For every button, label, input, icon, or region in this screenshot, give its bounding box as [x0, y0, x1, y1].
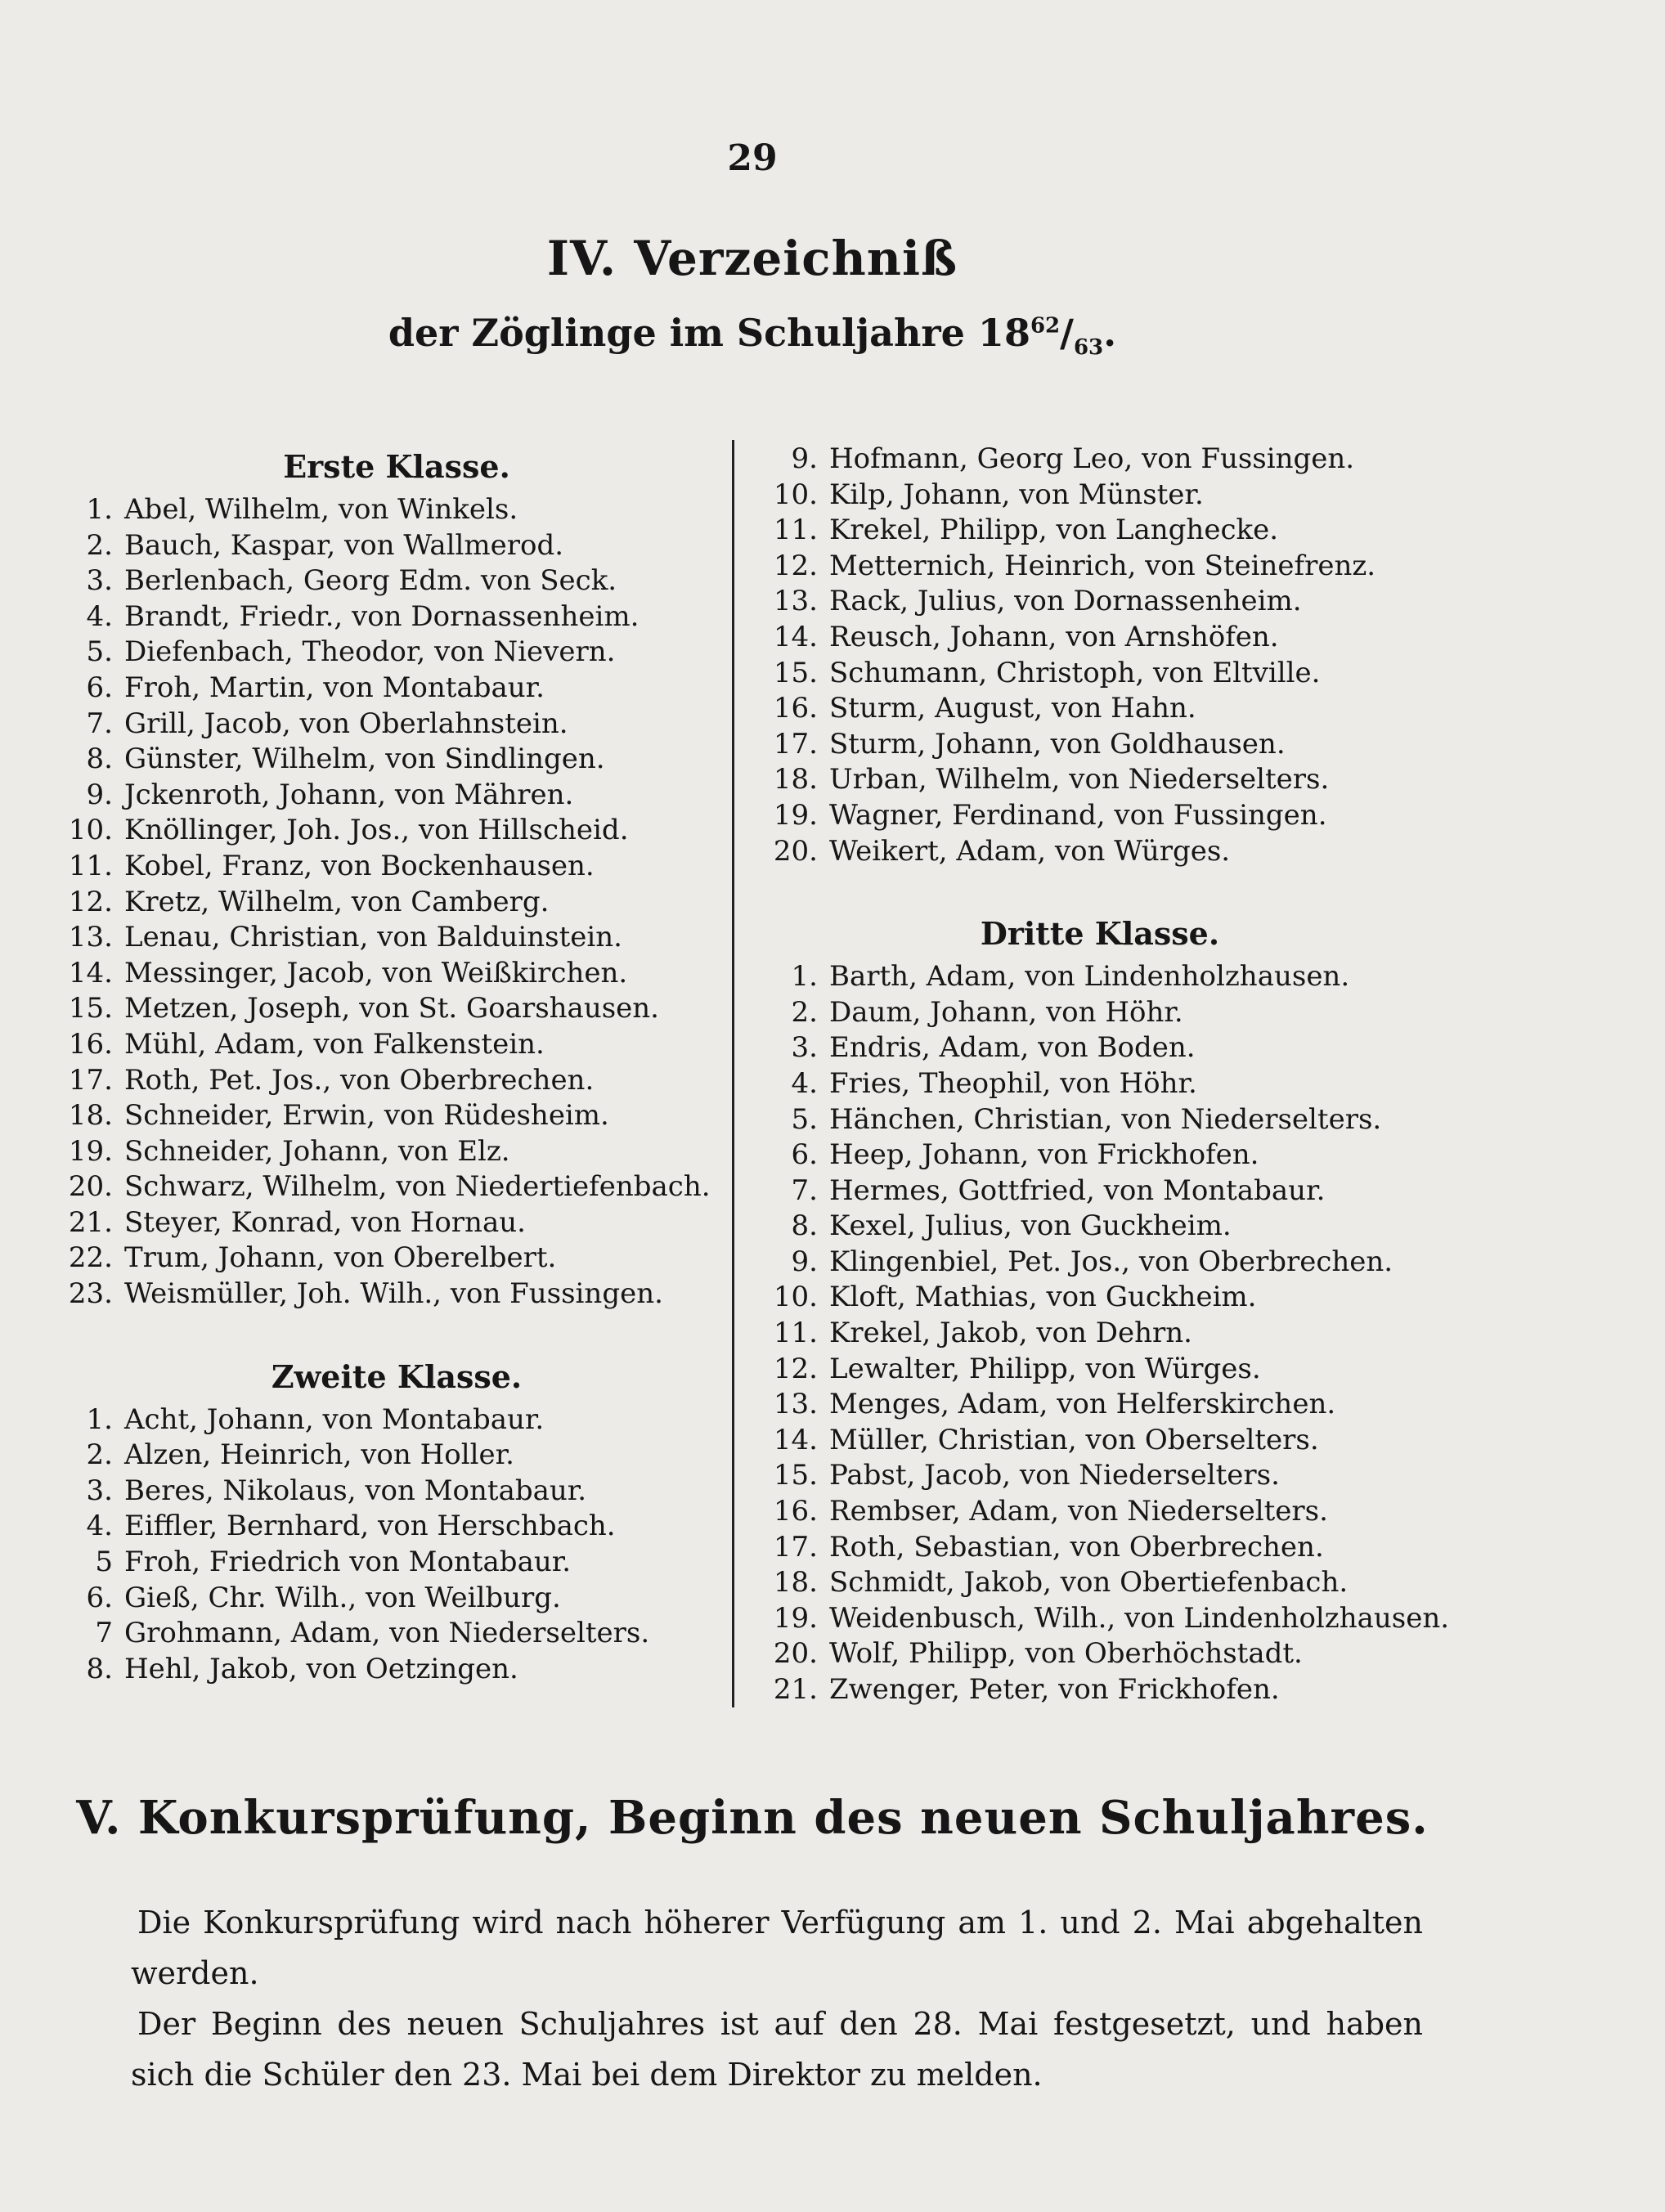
list-item: [761, 1137, 1439, 1173]
item-text: Kilp, Johann, von Münster.: [829, 478, 1204, 511]
item-text: Endris, Adam, von Boden.: [829, 1031, 1196, 1065]
list-item: [761, 1672, 1439, 1708]
item-text: Rembser, Adam, von Niederselters.: [829, 1495, 1328, 1528]
item-number: 4.: [86, 1510, 113, 1543]
item-number: 20.: [68, 1170, 113, 1204]
item-text: Froh, Martin, von Montabaur.: [124, 671, 545, 704]
item-text: Acht, Johann, von Montabaur.: [124, 1402, 545, 1436]
list-item: [57, 1509, 736, 1545]
list-item: [57, 778, 736, 814]
list-item: [761, 584, 1439, 620]
item-text: Schwarz, Wilhelm, von Niedertiefenbach.: [124, 1170, 711, 1204]
item-text: Grohmann, Adam, von Niederselters.: [124, 1617, 650, 1650]
list-item: [57, 1241, 736, 1276]
item-number: 7.: [791, 1173, 818, 1207]
item-number: 20.: [773, 834, 818, 868]
item-number: 12.: [68, 885, 113, 918]
list-item: [57, 1098, 736, 1134]
item-number: 5.: [791, 1102, 818, 1136]
subtitle-year-start: 62: [1030, 313, 1061, 339]
item-number: 4.: [86, 599, 113, 633]
list-item: [761, 1030, 1439, 1066]
item-number: 16.: [773, 1495, 818, 1528]
item-text: Hofmann, Georg Leo, von Fussingen.: [829, 442, 1355, 475]
paragraph-2: Der Beginn des neuen Schuljahres ist auf den 28. Mai festgesetzt, und haben sich die Schüler den 23. Mai bei dem Direktor zu melden.: [131, 2006, 1423, 2093]
item-number: 10.: [773, 1281, 818, 1314]
right-column: [761, 442, 1450, 1708]
item-text: Bauch, Kaspar, von Wallmerod.: [124, 528, 564, 562]
list-item: [57, 671, 736, 707]
item-number: 1.: [86, 493, 113, 526]
list-item: [761, 798, 1439, 834]
item-number: 2.: [86, 1438, 113, 1472]
item-text: Lewalter, Philipp, von Würges.: [829, 1352, 1261, 1385]
item-text: Kretz, Wilhelm, von Camberg.: [124, 885, 550, 918]
subtitle-main: der Zöglinge im Schuljahre 18: [388, 311, 1030, 355]
item-text: Diefenbach, Theodor, von Nievern.: [124, 635, 616, 669]
list-item: [761, 995, 1439, 1031]
list-item: [761, 1280, 1439, 1316]
item-number: 17.: [773, 727, 818, 761]
list-item: [761, 513, 1439, 549]
list-item: [761, 656, 1439, 692]
item-number: 7: [95, 1617, 113, 1650]
item-text: Sturm, August, von Hahn.: [829, 692, 1196, 725]
list-item: [57, 707, 736, 743]
item-text: Knöllinger, Joh. Jos., von Hillscheid.: [124, 814, 629, 847]
item-number: 18.: [773, 763, 818, 796]
list-item: [761, 1601, 1450, 1637]
item-number: 14.: [773, 620, 818, 653]
section-5-title: V. Konkursprüfung, Beginn des neuen Schuljahres.: [76, 1791, 1429, 1845]
list-item: [761, 1494, 1439, 1530]
item-text: Hehl, Jakob, von Oetzingen.: [124, 1652, 518, 1685]
list-item: [761, 959, 1439, 995]
list-item: [57, 599, 736, 635]
list-item: [761, 691, 1439, 727]
list-item: [57, 1652, 736, 1688]
list-item: [57, 920, 736, 956]
item-number: 11.: [68, 849, 113, 882]
item-text: Kobel, Franz, von Bockenhausen.: [124, 849, 595, 882]
item-text: Schumann, Christoph, von Eltville.: [829, 656, 1321, 689]
item-number: 9.: [86, 778, 113, 811]
list-item: [57, 635, 736, 671]
item-text: Daum, Johann, von Höhr.: [829, 995, 1183, 1029]
list-item: [761, 620, 1439, 656]
item-text: Günster, Wilhelm, von Sindlingen.: [124, 743, 605, 776]
zweite-klasse-list-continued: [761, 442, 1439, 869]
item-number: 7.: [86, 707, 113, 740]
list-item: [57, 1545, 736, 1581]
item-text: Klingenbiel, Pet. Jos., von Oberbrechen.: [829, 1245, 1393, 1278]
item-number: 21.: [68, 1205, 113, 1239]
item-text: Beres, Nikolaus, von Montabaur.: [124, 1474, 587, 1507]
list-item: [57, 849, 736, 885]
list-item: [761, 1565, 1439, 1601]
list-item: [761, 1530, 1439, 1566]
item-text: Fries, Theophil, von Höhr.: [829, 1066, 1197, 1100]
list-item: [761, 549, 1439, 585]
list-item: [761, 1387, 1439, 1423]
item-number: 6.: [791, 1138, 818, 1172]
item-number: 13.: [773, 585, 818, 618]
item-text: Trum, Johann, von Oberelbert.: [124, 1241, 557, 1275]
list-item: [761, 1352, 1439, 1388]
list-item: [57, 885, 736, 921]
item-number: 11.: [773, 514, 818, 547]
list-item: [57, 1438, 736, 1474]
item-number: 15.: [68, 992, 113, 1025]
item-text: Reusch, Johann, von Arnshöfen.: [829, 620, 1279, 653]
item-number: 15.: [773, 656, 818, 689]
item-number: 6.: [86, 1581, 113, 1614]
list-item: [57, 813, 736, 849]
item-text: Brandt, Friedr., von Dornassenheim.: [124, 599, 640, 633]
list-item: [57, 1205, 736, 1241]
item-number: 17.: [68, 1063, 113, 1097]
item-text: Sturm, Johann, von Goldhausen.: [829, 727, 1286, 761]
item-text: Grill, Jacob, von Oberlahnstein.: [124, 707, 568, 740]
item-number: 3.: [791, 1031, 818, 1065]
item-text: Froh, Friedrich von Montabaur.: [124, 1546, 572, 1579]
item-text: Hänchen, Christian, von Niederselters.: [829, 1102, 1382, 1136]
item-text: Wagner, Ferdinand, von Fussingen.: [829, 798, 1327, 832]
item-number: 2.: [791, 995, 818, 1029]
item-number: 17.: [773, 1530, 818, 1564]
left-column: [57, 442, 736, 1687]
list-item: [761, 762, 1439, 798]
item-text: Krekel, Jakob, von Dehrn.: [829, 1317, 1192, 1350]
item-number: 14.: [68, 956, 113, 989]
erste-klasse-list: [57, 492, 736, 1312]
item-number: 12.: [773, 1352, 818, 1385]
list-item: [761, 1458, 1439, 1494]
item-text: Weikert, Adam, von Würges.: [829, 834, 1231, 868]
item-text: Zwenger, Peter, von Frickhofen.: [829, 1673, 1280, 1706]
item-text: Menges, Adam, von Helferskirchen.: [829, 1388, 1336, 1421]
item-number: 13.: [773, 1388, 818, 1421]
item-text: Kexel, Julius, von Guckheim.: [829, 1209, 1232, 1243]
item-number: 16.: [68, 1027, 113, 1061]
item-number: 14.: [773, 1423, 818, 1456]
item-number: 5: [95, 1546, 113, 1579]
item-number: 9.: [791, 442, 818, 475]
list-item: [57, 1063, 736, 1099]
item-number: 18.: [68, 1099, 113, 1133]
item-number: 3.: [86, 564, 113, 598]
item-number: 5.: [86, 635, 113, 669]
zweite-klasse-heading: Zweite Klasse.: [271, 1357, 523, 1395]
list-item: [761, 1316, 1439, 1352]
list-item: [57, 1276, 736, 1312]
item-number: 23.: [68, 1277, 113, 1311]
list-item: [57, 742, 736, 778]
item-text: Wolf, Philipp, von Oberhöchstadt.: [829, 1637, 1303, 1671]
item-text: Gieß, Chr. Wilh., von Weilburg.: [124, 1581, 561, 1614]
item-text: Messinger, Jacob, von Weißkirchen.: [124, 956, 628, 989]
item-text: Alzen, Heinrich, von Holler.: [124, 1438, 514, 1472]
list-item: [57, 492, 736, 528]
item-number: 10.: [68, 814, 113, 847]
item-text: Abel, Wilhelm, von Winkels.: [124, 493, 518, 526]
subtitle-year-end: 63: [1073, 335, 1104, 361]
item-text: Jckenroth, Johann, von Mähren.: [124, 778, 574, 811]
list-item: [57, 991, 736, 1027]
item-number: 8.: [86, 1652, 113, 1685]
item-text: Eiffler, Bernhard, von Herschbach.: [124, 1510, 616, 1543]
list-item: [761, 727, 1439, 763]
item-text: Roth, Sebastian, von Oberbrechen.: [829, 1530, 1324, 1564]
list-item: [57, 1402, 736, 1438]
list-item: [761, 1636, 1439, 1672]
dritte-klasse-heading: Dritte Klasse.: [980, 915, 1220, 953]
item-number: 22.: [68, 1241, 113, 1275]
item-text: Schneider, Erwin, von Rüdesheim.: [124, 1099, 609, 1133]
paragraph-1: Die Konkursprüfung wird nach höherer Verfügung am 1. und 2. Mai abgehalten werden.: [131, 1905, 1423, 1991]
list-item: [57, 1581, 736, 1617]
dritte-klasse-list: [761, 959, 1450, 1707]
item-number: 11.: [773, 1317, 818, 1350]
item-text: Pabst, Jacob, von Niederselters.: [829, 1459, 1280, 1492]
item-number: 15.: [773, 1459, 818, 1492]
column-divider: [732, 440, 734, 1707]
item-text: Berlenbach, Georg Edm. von Seck.: [124, 564, 617, 598]
item-text: Metzen, Joseph, von St. Goarshausen.: [124, 992, 659, 1025]
item-text: Schneider, Johann, von Elz.: [124, 1134, 510, 1168]
item-number: 21.: [773, 1673, 818, 1706]
item-text: Schmidt, Jakob, von Obertiefenbach.: [829, 1566, 1349, 1600]
item-number: 3.: [86, 1474, 113, 1507]
list-item: [761, 478, 1439, 514]
section-5-text: [131, 1897, 1423, 2100]
item-text: Steyer, Konrad, von Hornau.: [124, 1205, 526, 1239]
section-4-title: IV. Verzeichniß: [546, 231, 958, 286]
item-number: 19.: [773, 798, 818, 832]
list-item: [761, 442, 1439, 478]
item-text: Mühl, Adam, von Falkenstein.: [124, 1027, 545, 1061]
list-item: [57, 1616, 736, 1652]
list-item: [761, 1102, 1439, 1138]
item-number: 1.: [791, 960, 818, 994]
list-item: [761, 1423, 1439, 1459]
item-number: 4.: [791, 1066, 818, 1100]
item-number: 10.: [773, 478, 818, 511]
item-number: 20.: [773, 1637, 818, 1671]
list-item: [57, 1169, 736, 1205]
item-number: 9.: [791, 1245, 818, 1278]
list-item: [57, 528, 736, 564]
item-text: Heep, Johann, von Frickhofen.: [829, 1138, 1259, 1172]
item-number: 12.: [773, 549, 818, 582]
item-text: Hermes, Gottfried, von Montabaur.: [829, 1173, 1326, 1207]
list-item: [761, 1209, 1439, 1245]
list-item: [761, 1173, 1439, 1209]
item-text: Müller, Christian, von Oberselters.: [829, 1423, 1319, 1456]
item-text: Lenau, Christian, von Balduinstein.: [124, 921, 622, 954]
item-text: Weismüller, Joh. Wilh., von Fussingen.: [124, 1277, 663, 1311]
list-item: [761, 834, 1439, 870]
item-number: 19.: [773, 1601, 818, 1635]
zweite-klasse-list: [57, 1402, 736, 1688]
item-text: Urban, Wilhelm, von Niederselters.: [829, 763, 1330, 796]
item-text: Rack, Julius, von Dornassenheim.: [829, 585, 1302, 618]
page-number: 29: [727, 137, 778, 179]
list-item: [57, 1474, 736, 1510]
erste-klasse-heading: Erste Klasse.: [283, 448, 510, 485]
list-item: [57, 1027, 736, 1063]
item-number: 2.: [86, 528, 113, 562]
section-4-subtitle: der Zöglinge im Schuljahre $18^{62}/_{63}$.: [388, 311, 1117, 361]
list-item: [57, 563, 736, 599]
item-number: 8.: [791, 1209, 818, 1243]
list-item: [761, 1066, 1439, 1102]
item-number: 6.: [86, 671, 113, 704]
item-number: 1.: [86, 1402, 113, 1436]
item-number: 16.: [773, 692, 818, 725]
item-text: Roth, Pet. Jos., von Oberbrechen.: [124, 1063, 595, 1097]
item-number: 19.: [68, 1134, 113, 1168]
item-number: 13.: [68, 921, 113, 954]
list-item: [761, 1245, 1439, 1281]
item-text: Kloft, Mathias, von Guckheim.: [829, 1281, 1257, 1314]
list-item: [57, 956, 736, 992]
item-text: Metternich, Heinrich, von Steinefrenz.: [829, 549, 1376, 582]
item-number: 8.: [86, 743, 113, 776]
item-text: Barth, Adam, von Lindenholzhausen.: [829, 960, 1350, 994]
item-text: Krekel, Philipp, von Langhecke.: [829, 514, 1279, 547]
item-text: Weidenbusch, Wilh., von Lindenholzhausen.: [829, 1601, 1450, 1635]
list-item: [57, 1134, 736, 1170]
item-number: 18.: [773, 1566, 818, 1600]
